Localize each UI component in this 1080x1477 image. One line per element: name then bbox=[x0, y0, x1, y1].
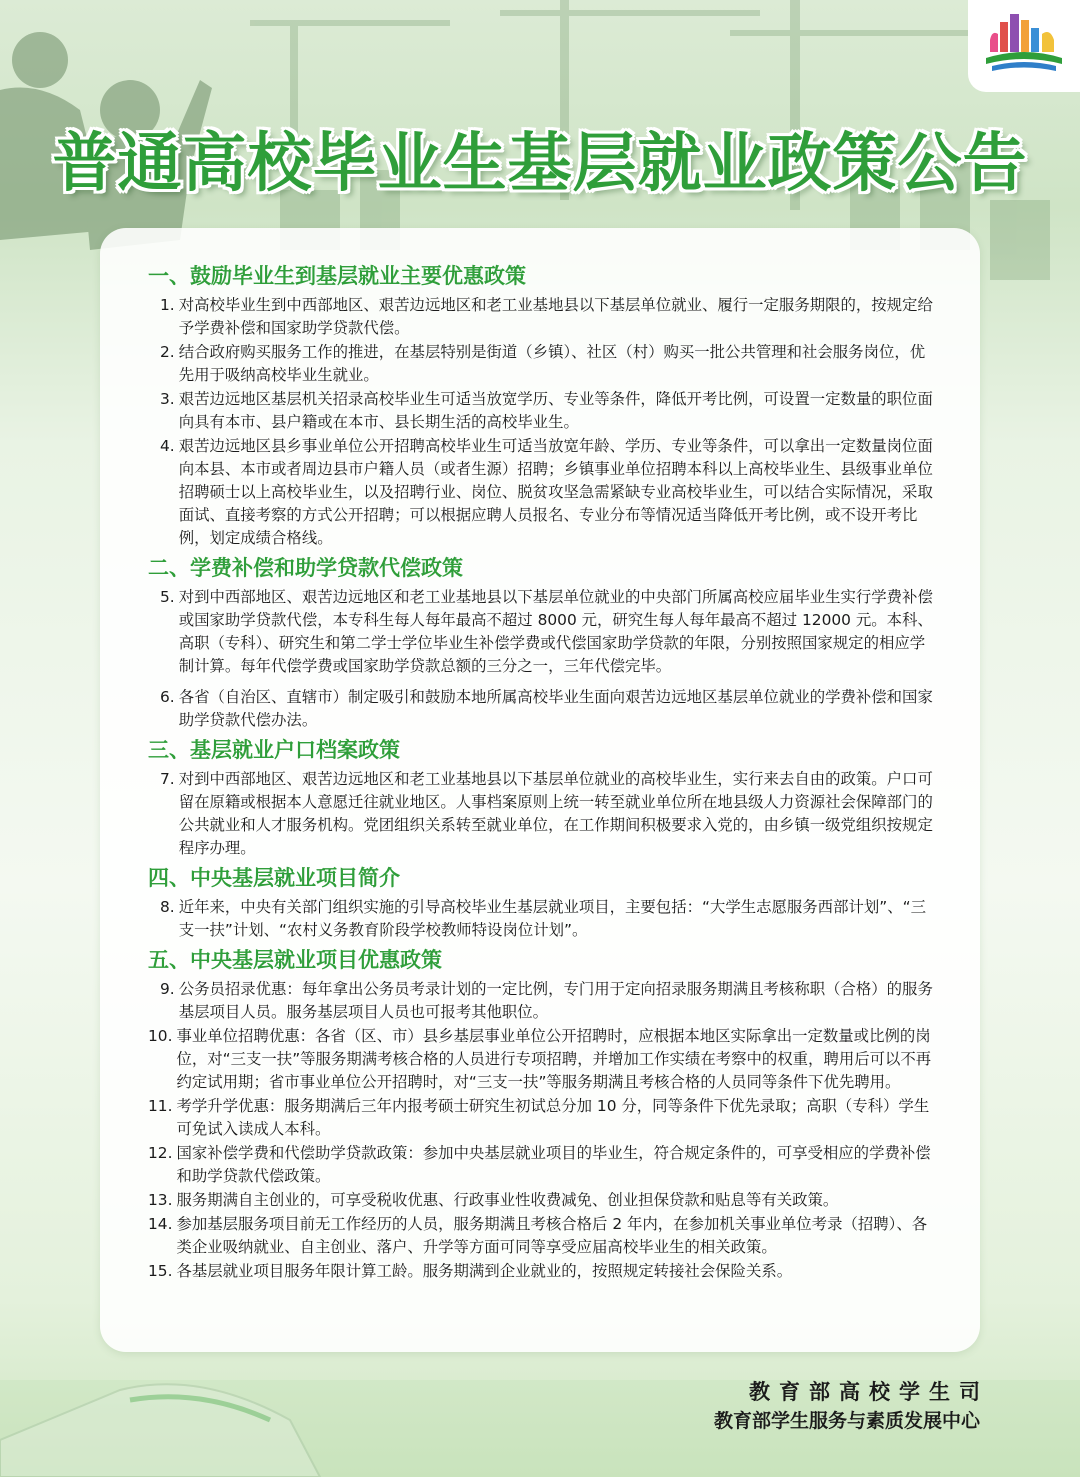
list-item bbox=[148, 586, 938, 678]
item-text: 结合政府购买服务工作的推进，在基层特别是街道（乡镇）、社区（村）购买一批公共管理和社会服务岗位，优先用于吸纳高校毕业生就业。 bbox=[178, 343, 926, 384]
list-item bbox=[148, 896, 938, 942]
item-text: 服务期满自主创业的，可享受税收优惠、行政事业性收费减免、创业担保贷款和贴息等有关政策。 bbox=[176, 1191, 839, 1209]
item-number: 8. bbox=[160, 898, 175, 916]
issuer-line-1: 教育部高校学生司 bbox=[749, 1380, 989, 1404]
item-text: 各省（自治区、直辖市）制定吸引和鼓励本地所属高校毕业生面向艰苦边远地区基层单位就业的学费补偿和国家助学贷款代偿办法。 bbox=[178, 688, 933, 729]
logo bbox=[968, 0, 1080, 92]
list-item bbox=[148, 1189, 938, 1212]
item-number: 13. bbox=[148, 1191, 173, 1209]
issuer-line-2: 教育部学生服务与素质发展中心 bbox=[713, 1410, 980, 1432]
item-text: 艰苦边远地区县乡事业单位公开招聘高校毕业生可适当放宽年龄、学历、专业等条件，可以拿出一定数量岗位面向本县、本市或者周边县市户籍人员（或者生源）招聘；乡镇事业单位招聘本科以上高校毕业生、县级事业单位招聘硕士以上高校毕业生，以及招聘行业、岗位、脱贫攻坚急需紧缺专业高校毕业生，可以结合实际情况，采取面试、直接考察的方式公开招聘；可以根据应聘人员报名、专业分布等情况适当降低开考比例，或不设开考比例，划定成绩合格线。 bbox=[178, 437, 933, 547]
item-text: 对到中西部地区、艰苦边远地区和老工业基地县以下基层单位就业的中央部门所属高校应届毕业生实行学费补偿或国家助学贷款代偿，本专科生每人每年最高不超过 8000 元，研究生每人每年最高不超过 12000 元。本科、高职（专科）、研究生和第二学士学位毕业生补偿学费或代偿国家助学贷款的年限，分别按照国家规定的相应学制计算。每年代偿学费或国家助学贷款总额的三分之一，三年代偿完毕。 bbox=[178, 588, 933, 675]
item-text: 艰苦边远地区基层机关招录高校毕业生可适当放宽学历、专业等条件，降低开考比例，可设置一定数量的职位面向具有本市、县户籍或在本市、县长期生活的高校毕业生。 bbox=[178, 390, 933, 431]
city-logo-icon bbox=[968, 0, 1080, 92]
item-number: 3. bbox=[160, 390, 175, 408]
list-item bbox=[148, 1213, 938, 1259]
list-item bbox=[148, 435, 938, 550]
section-heading: 一、鼓励毕业生到基层就业主要优惠政策 bbox=[148, 264, 526, 288]
item-text: 对高校毕业生到中西部地区、艰苦边远地区和老工业基地县以下基层单位就业、履行一定服务期限的，按规定给予学费补偿和国家助学贷款代偿。 bbox=[178, 296, 933, 337]
list-item bbox=[148, 388, 938, 434]
section-heading: 二、学费补偿和助学贷款代偿政策 bbox=[148, 556, 463, 580]
item-text: 事业单位招聘优惠：各省（区、市）县乡基层事业单位公开招聘时，应根据本地区实际拿出一定数量或比例的岗位，对“三支一扶”等服务期满考核合格的人员进行专项招聘，并增加工作实绩在考察中的权重，聘用后可以不再约定试用期；省市事业单位公开招聘时，对“三支一扶”等服务期满且考核合格的人员同等条件下优先聘用。 bbox=[176, 1027, 932, 1091]
policy-content bbox=[148, 258, 938, 1284]
section-heading: 四、中央基层就业项目简介 bbox=[148, 866, 400, 890]
item-number: 9. bbox=[160, 980, 175, 998]
item-number: 14. bbox=[148, 1215, 173, 1233]
item-number: 10. bbox=[148, 1027, 173, 1045]
item-number: 12. bbox=[148, 1144, 173, 1162]
item-text: 考学升学优惠：服务期满后三年内报考硕士研究生初试总分加 10 分，同等条件下优先录取；高职（专科）学生可免试入读成人本科。 bbox=[176, 1097, 930, 1138]
list-item bbox=[148, 686, 938, 732]
item-number: 11. bbox=[148, 1097, 173, 1115]
list-item bbox=[148, 978, 938, 1024]
item-text: 公务员招录优惠：每年拿出公务员考录计划的一定比例，专门用于定向招录服务期满且考核称职（合格）的服务基层项目人员。服务基层项目人员也可报考其他职位。 bbox=[178, 980, 933, 1021]
item-number: 4. bbox=[160, 437, 175, 455]
item-text: 参加基层服务项目前无工作经历的人员，服务期满且考核合格后 2 年内，在参加机关事业单位考录（招聘）、各类企业吸纳就业、自主创业、落户、升学等方面可同等享受应届高校毕业生的相关政策。 bbox=[176, 1215, 928, 1256]
item-number: 2. bbox=[160, 343, 175, 361]
item-text: 国家补偿学费和代偿助学贷款政策：参加中央基层就业项目的毕业生，符合规定条件的，可享受相应的学费补偿和助学贷款代偿政策。 bbox=[176, 1144, 931, 1185]
list-item bbox=[148, 768, 938, 860]
item-text: 对到中西部地区、艰苦边远地区和老工业基地县以下基层单位就业的高校毕业生，实行来去自由的政策。户口可留在原籍或根据本人意愿迁往就业地区。人事档案原则上统一转至就业单位所在地县级人力资源社会保障部门的公共就业和人才服务机构。党团组织关系转至就业单位，在工作期间积极要求入党的，由乡镇一级党组织按规定程序办理。 bbox=[178, 770, 933, 857]
issuer-footer bbox=[713, 1378, 989, 1436]
item-text: 近年来，中央有关部门组织实施的引导高校毕业生基层就业项目，主要包括：“大学生志愿服务西部计划”、“三支一扶”计划、“农村义务教育阶段学校教师特设岗位计划”。 bbox=[178, 898, 926, 939]
poster-title: 普通高校毕业生基层就业政策公告 bbox=[52, 127, 1028, 201]
list-item bbox=[148, 1025, 938, 1094]
list-item bbox=[148, 1142, 938, 1188]
list-item bbox=[148, 1095, 938, 1141]
list-item bbox=[148, 294, 938, 340]
list-item bbox=[148, 341, 938, 387]
section-heading: 三、基层就业户口档案政策 bbox=[148, 738, 400, 762]
item-number: 5. bbox=[160, 588, 175, 606]
item-number: 6. bbox=[160, 688, 175, 706]
item-number: 15. bbox=[148, 1262, 173, 1280]
section-heading: 五、中央基层就业项目优惠政策 bbox=[148, 948, 442, 972]
list-item bbox=[148, 1260, 938, 1283]
item-number: 1. bbox=[160, 296, 175, 314]
item-number: 7. bbox=[160, 770, 175, 788]
item-text: 各基层就业项目服务年限计算工龄。服务期满到企业就业的，按照规定转接社会保险关系。 bbox=[176, 1262, 793, 1280]
